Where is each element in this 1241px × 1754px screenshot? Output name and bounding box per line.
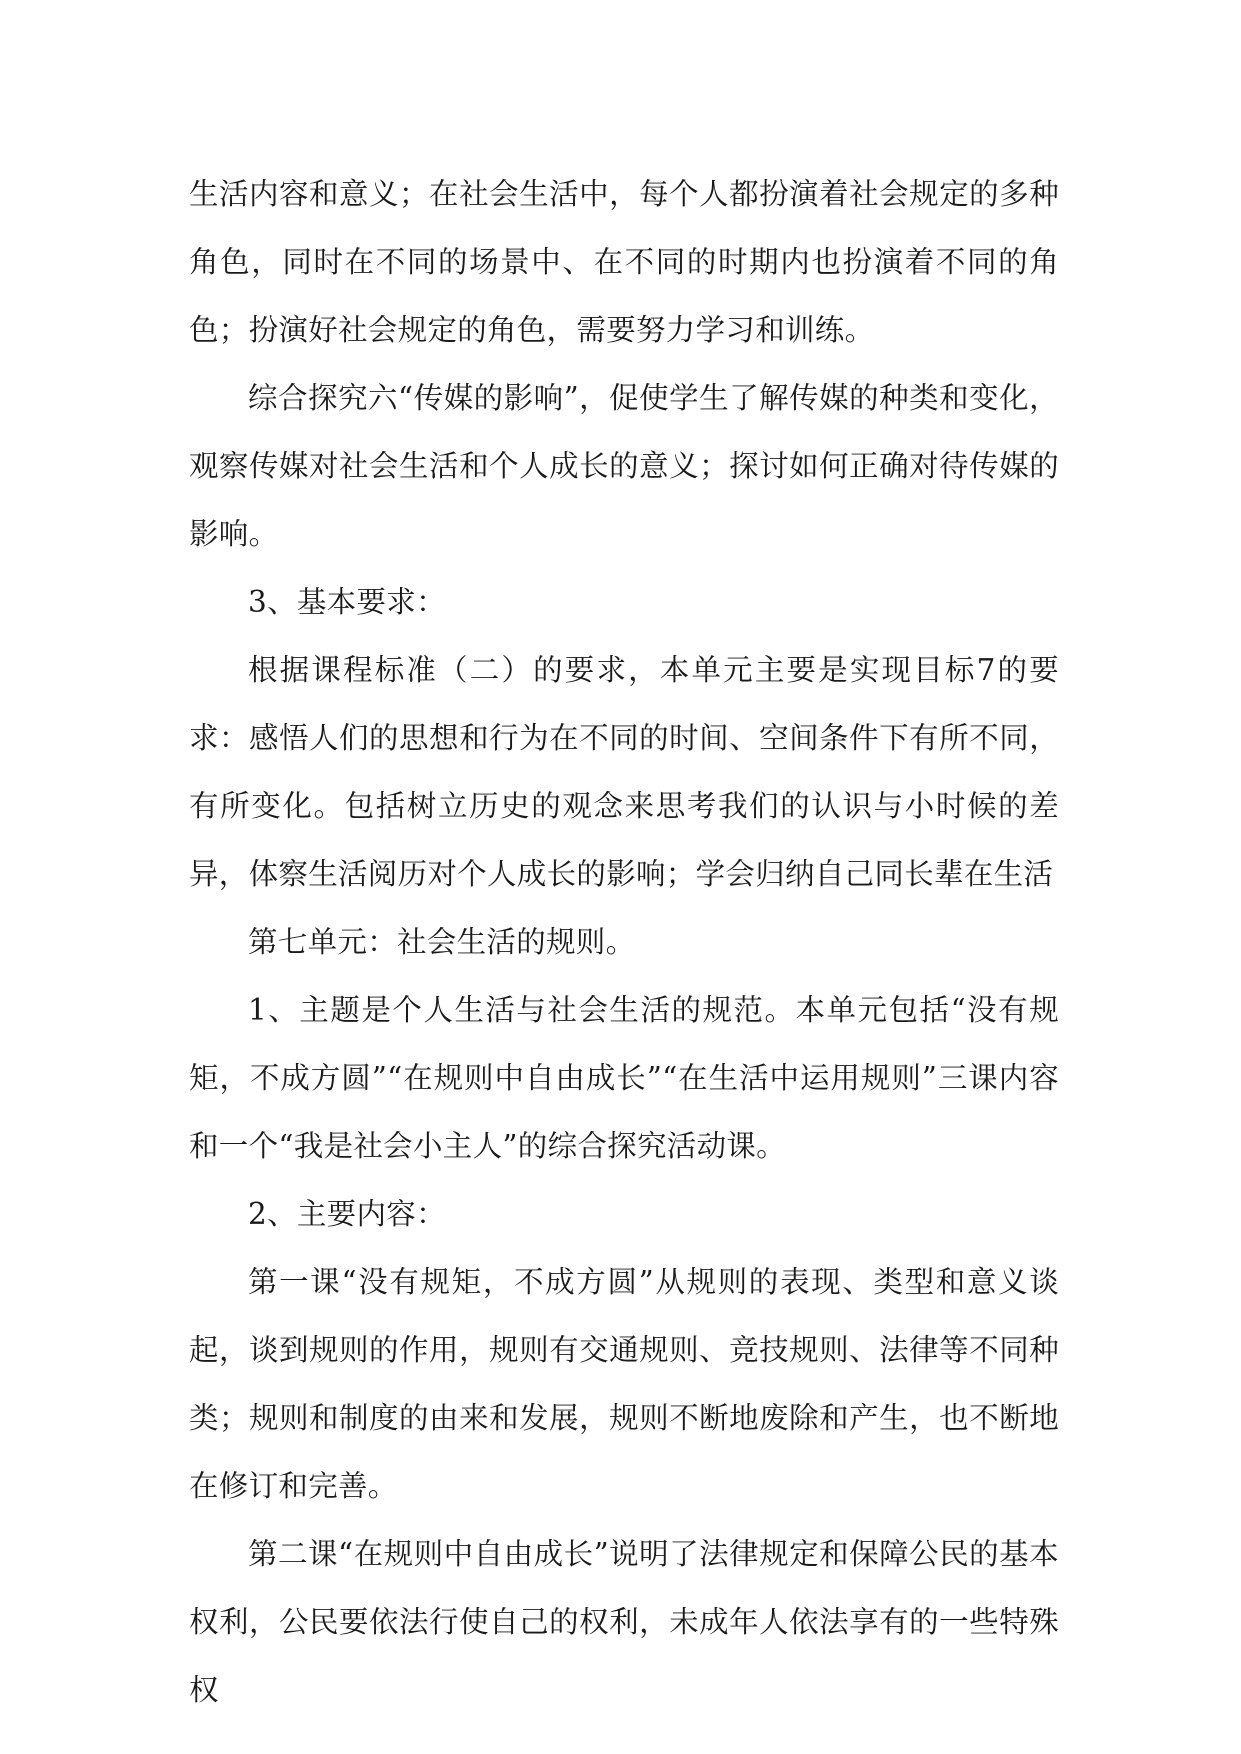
paragraph-8: 第一课“没有规矩，不成方圆”从规则的表现、类型和意义谈起，谈到规则的作用，规则有交通规则、竞技规则、法律等不同种类；规则和制度的由来和发展，规则不断地废除和产生，也不断地在修订和完善。: [189, 1265, 1059, 1503]
paragraph-4: 根据课程标准（二）的要求，本单元主要是实现目标7的要求：感悟人们的思想和行为在不同的时间、空间条件下有所不同，有所变化。包括树立历史的观念来思考我们的认识与小时候的差异，体察生活阅历对个人成长的影响；学会归纳自己同长辈在生活: [189, 653, 1059, 891]
paragraph-6: 1、主题是个人生活与社会生活的规范。本单元包括“没有规矩，不成方圆”“在规则中自由成长”“在生活中运用规则”三课内容和一个“我是社会小主人”的综合探究活动课。: [189, 993, 1059, 1163]
document-page: [189, 160, 1059, 1724]
paragraph-7: 2、主要内容：: [248, 1197, 446, 1231]
paragraph-9: 第二课“在规则中自由成长”说明了法律规定和保障公民的基本权利，公民要依法行使自己的权利，未成年人依法享有的一些特殊权: [189, 1537, 1059, 1707]
paragraph-2: 综合探究六“传媒的影响”，促使学生了解传媒的种类和变化，观察传媒对社会生活和个人成长的意义；探讨如何正确对待传媒的影响。: [189, 381, 1059, 551]
paragraph-3: 3、基本要求：: [248, 585, 446, 619]
paragraph-5: 第七单元：社会生活的规则。: [248, 925, 636, 959]
paragraph-1: 生活内容和意义；在社会生活中，每个人都扮演着社会规定的多种角色，同时在不同的场景中、在不同的时期内也扮演着不同的角色；扮演好社会规定的角色，需要努力学习和训练。: [189, 177, 1059, 347]
